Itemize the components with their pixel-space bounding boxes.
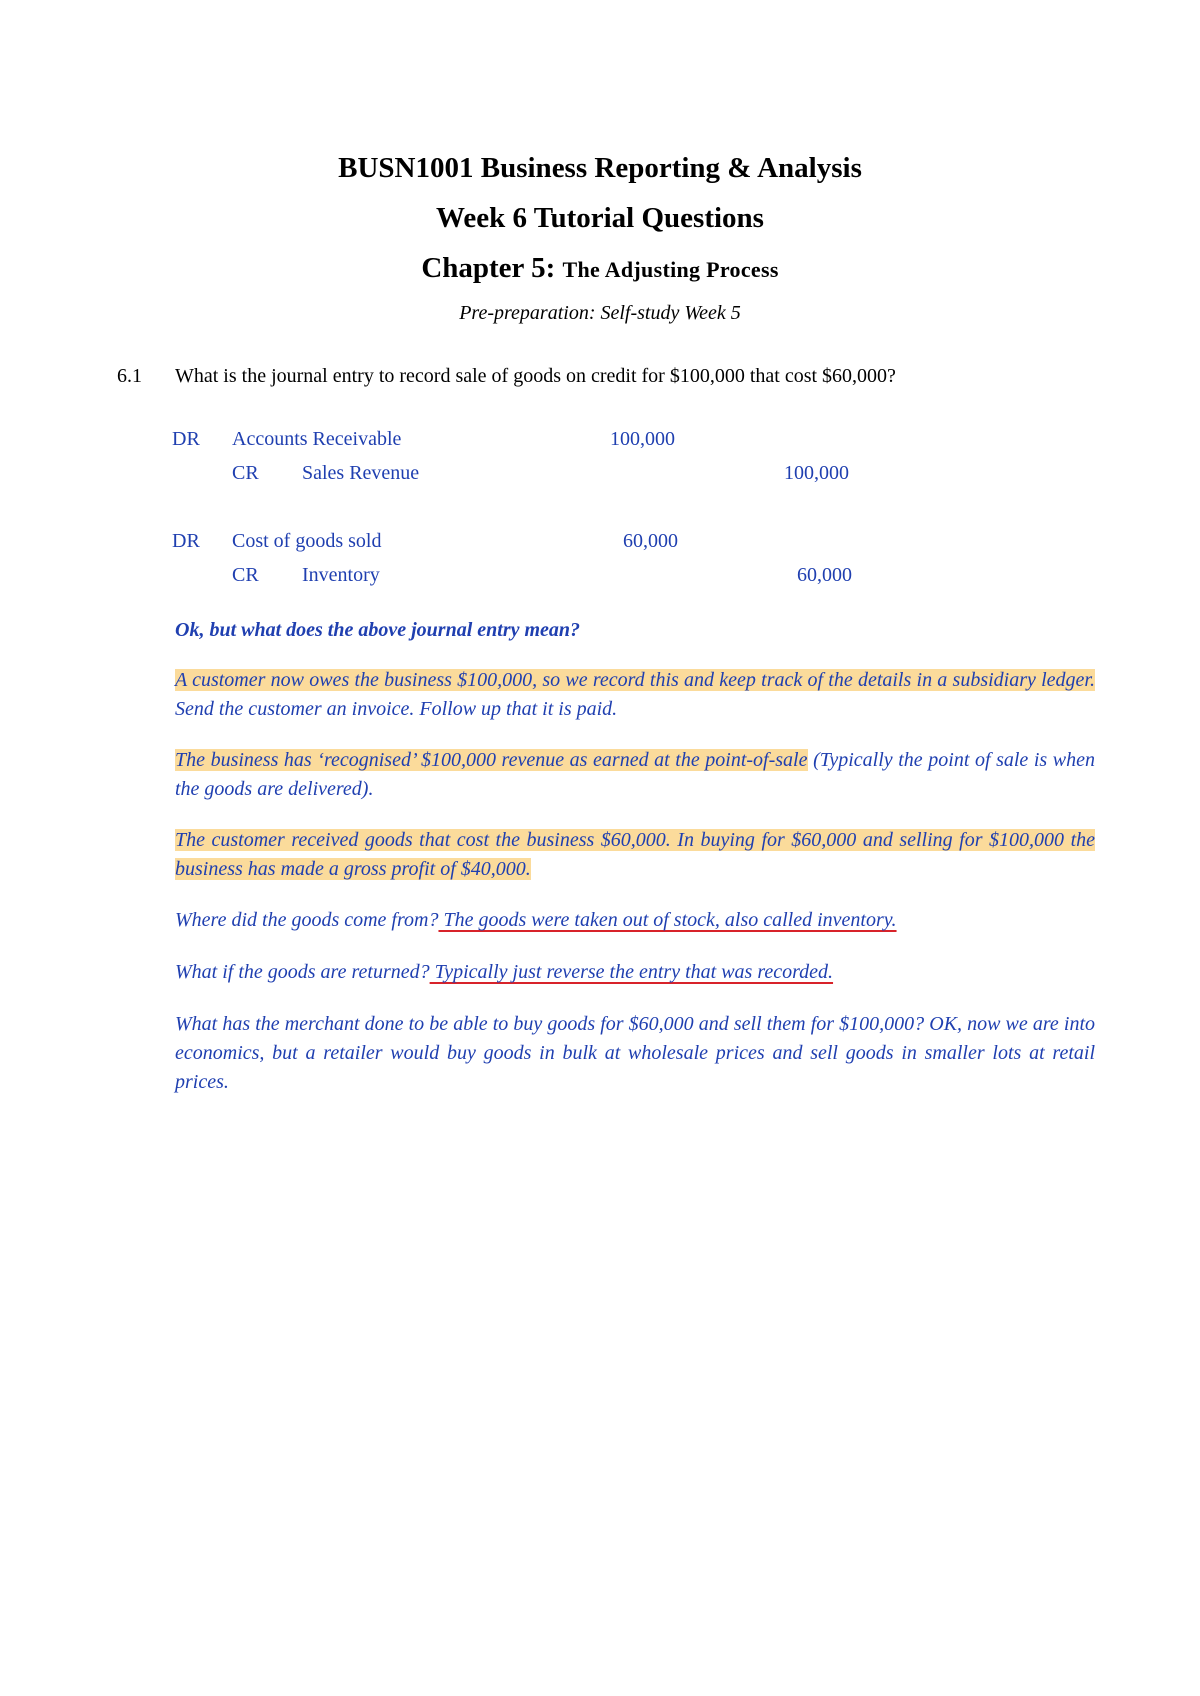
je1-dr-account: Accounts Receivable [232,428,402,450]
je2-cr-account: Inventory [302,564,380,586]
chapter-prefix: Chapter 5: [421,252,556,284]
je2-cr-label: CR [232,564,259,586]
highlight-1: A customer now owes the business $100,000, so we record this and keep track of the details in a subsidiary ledger. [175,669,1095,691]
explanation-paragraph-5 [175,958,1095,987]
p5-answer-underlined: Typically just reverse the entry that was recorded. [429,961,834,983]
course-title: BUSN1001 Business Reporting & Analysis [338,152,862,184]
explanation-heading: Ok, but what does the above journal entry mean? [175,619,581,641]
p4-answer-underlined: The goods were taken out of stock, also called inventory. [438,909,897,931]
highlight-3: The customer received goods that cost the business $60,000. In buying for $60,000 and selling for $100,000 the business has made a gross profit of $40,000. [175,829,1095,880]
p2-rest: (Typically the point of sale is when the goods are delivered). [175,749,1095,800]
p1-rest: Send the customer an invoice. Follow up that it is paid. [175,698,618,720]
je2-dr-amount: 60,000 [623,530,678,552]
preparation-note: Pre-preparation: Self-study Week 5 [459,302,741,324]
question-text: What is the journal entry to record sale of goods on credit for $100,000 that cost $60,000? [175,365,896,387]
explanation-paragraph-3 [175,826,1095,884]
je1-dr-amount: 100,000 [610,428,675,450]
je2-dr-label: DR [172,530,200,552]
p5-question: What if the goods are returned? [175,961,430,983]
explanation-paragraph-4 [175,906,1095,935]
je2-dr-account: Cost of goods sold [232,530,382,552]
week-title: Week 6 Tutorial Questions [436,202,764,234]
p4-question: Where did the goods come from? [175,909,439,931]
chapter-title [0,252,1200,285]
highlight-2: The business has ‘recognised’ $100,000 revenue as earned at the point-of-sale [175,749,808,771]
explanation-paragraph-6: What has the merchant done to be able to buy goods for $60,000 and sell them for $100,000? OK, now we are into economics, but a retailer would buy goods in bulk at wholesale prices and sell goods in smaller lots at retail prices. [175,1013,1095,1093]
je1-cr-label: CR [232,462,259,484]
je1-cr-amount: 100,000 [784,462,849,484]
chapter-name: The Adjusting Process [562,257,779,282]
je1-dr-label: DR [172,428,200,450]
je1-cr-account: Sales Revenue [302,462,420,484]
explanation-paragraph-2 [175,746,1095,804]
question-number: 6.1 [117,365,142,387]
explanation-paragraph-1 [175,666,1095,724]
je2-cr-amount: 60,000 [797,564,852,586]
